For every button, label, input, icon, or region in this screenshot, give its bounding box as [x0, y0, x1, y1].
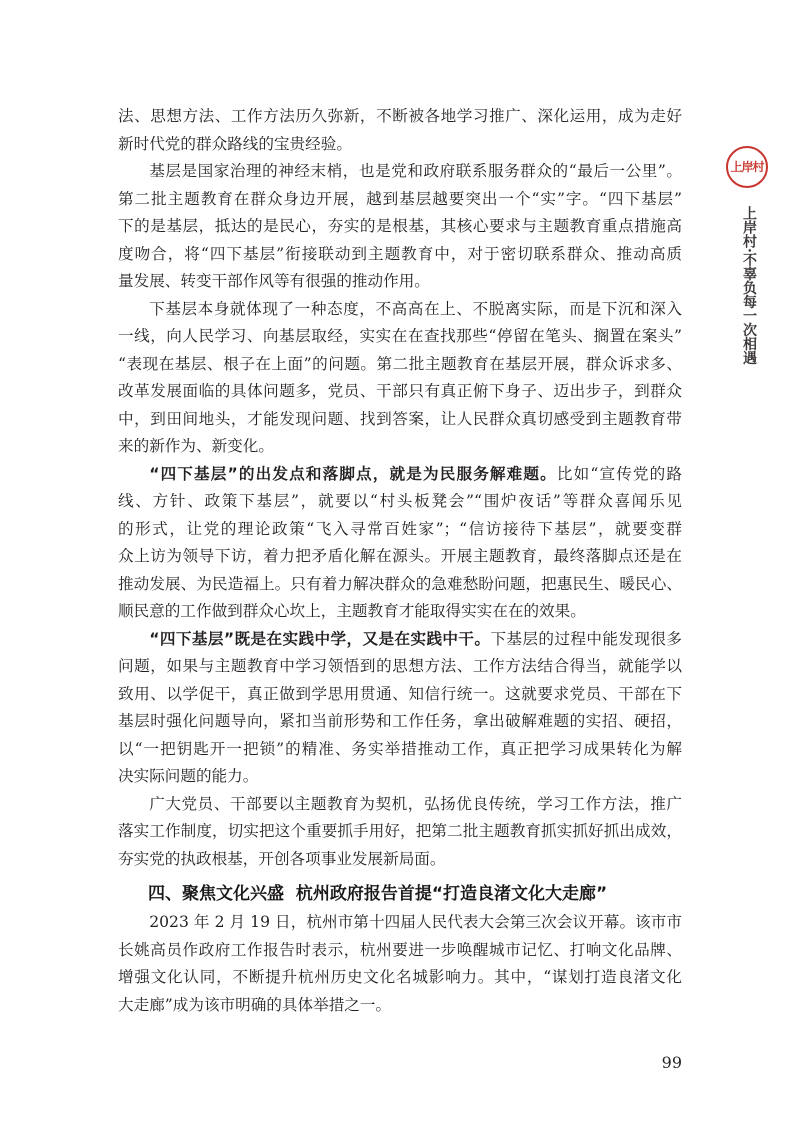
paragraph	[118, 103, 682, 158]
text-line: 广大党员、干部要以主题教育为契机，弘扬优良传统，学习工作方法，推广	[149, 794, 682, 813]
text-line	[118, 626, 682, 654]
series-tagline: 上岸村·不辜负每一次相遇	[741, 206, 757, 365]
text-line: 的形式，让党的理论政策“飞入寻常百姓家”；“信访接待下基层”，就要变群	[118, 519, 682, 538]
text-line: 决实际问题的能力。	[118, 767, 259, 785]
text-line: 来的新作为、新变化。	[118, 437, 274, 455]
paragraph	[118, 791, 682, 874]
logo-text: 上岸村	[730, 160, 764, 174]
text-line: 下的是基层，抵达的是民心，夯实的是根基，其核心要求与主题教育重点措施高	[118, 217, 682, 235]
bold-lead-sentence: “四下基层”的出发点和落脚点，就是为民服务解难题。	[149, 464, 557, 483]
page-number: 99	[661, 1053, 682, 1072]
text-line: 一线，向人民学习、向基层取经，实实在在查找那些“停留在笔头、搁置在案头”	[118, 327, 682, 345]
bold-lead-sentence: “四下基层”既是在实践中学，又是在实践中干。	[149, 629, 491, 648]
paragraph	[118, 296, 682, 461]
text-line: 问题，如果与主题教育中学习领悟到的思想方法、工作方法结合得当，就能学以	[118, 657, 682, 675]
text-line: 新时代党的群众路线的宝贵经验。	[118, 134, 352, 153]
text-line: 量发展、转变干部作风等有很强的推动作用。	[118, 272, 430, 290]
logo-seal	[726, 146, 768, 188]
text-line: 大走廊”成为该市明确的具体举措之一。	[118, 995, 392, 1014]
text-line: 线、方针、政策下基层”，就要以“村头板凳会”“围炉夜话”等群众喜闻乐见	[118, 492, 682, 510]
text-line: 改革发展面临的具体问题多，党员、干部只有真正俯下身子、迈出步子，到群众	[118, 382, 682, 400]
text-line: 落实工作制度，切实把这个重要抓手用好，把第二批主题教育抓实抓好抓出成效，	[118, 822, 682, 840]
text-line: “表现在基层、根子在上面”的问题。第二批主题教育在基层开展，群众诉求多、	[118, 354, 682, 373]
line-text: 比如“宣传党的路	[556, 464, 682, 483]
text-line	[118, 461, 682, 489]
text-line: 2023 年 2 月 19 日，杭州市第十四届人民代表大会第三次会议开幕。该市市	[149, 913, 682, 931]
text-line: 致用、以学促干，真正做到学思用贯通、知信行统一。这就要求党员、干部在下	[118, 684, 682, 703]
text-line: 下基层本身就体现了一种态度，不高高在上、不脱离实际，而是下沉和深入	[149, 299, 682, 318]
paragraph	[118, 909, 682, 1019]
section-heading: 四、聚焦文化兴盛 杭州政府报告首提“打造良渚文化大走廊”	[148, 884, 608, 904]
body-text	[118, 103, 682, 1019]
text-line: 推动发展、为民造福上。只有着力解决群众的急难愁盼问题，把惠民生、暖民心、	[118, 574, 682, 593]
text-line: 度吻合，将“四下基层”衔接联动到主题教育中，对于密切联系群众、推动高质	[118, 244, 682, 263]
line-text: 下基层的过程中能发现很多	[490, 629, 682, 648]
paragraph	[118, 626, 682, 791]
text-line: 长姚高员作政府工作报告时表示，杭州要进一步唤醒城市记忆、打响文化品牌、	[118, 940, 682, 959]
text-line: 中，到田间地头，才能发现问题、找到答案，让人民群众真切感受到主题教育带	[118, 409, 682, 428]
text-line: 法、思想方法、工作方法历久弥新，不断被各地学习推广、深化运用，成为走好	[118, 107, 682, 125]
text-line: 第二批主题教育在群众身边开展，越到基层越要突出一个“实”字。“四下基层”	[118, 189, 682, 208]
paragraph	[118, 158, 682, 296]
text-line: 以“一把钥匙开一把锁”的精准、务实举措推动工作，真正把学习成果转化为解	[118, 739, 682, 758]
text-line: 顺民意的工作做到群众心坎上，主题教育才能取得实实在在的效果。	[118, 602, 586, 620]
text-line: 夯实党的执政根基，开创各项事业发展新局面。	[118, 849, 446, 868]
text-line: 众上访为领导下访，着力把矛盾化解在源头。开展主题教育，最终落脚点还是在	[118, 547, 682, 565]
text-line: 增强文化认同，不断提升杭州历史文化名城影响力。其中，“谋划打造良渚文化	[118, 968, 682, 986]
text-line: 基层时强化问题导向，紧扣当前形势和工作任务，拿出破解难题的实招、硬招，	[118, 712, 682, 730]
text-line: 基层是国家治理的神经末梢，也是党和政府联系服务群众的“最后一公里”。	[149, 162, 682, 180]
paragraph	[118, 461, 682, 626]
